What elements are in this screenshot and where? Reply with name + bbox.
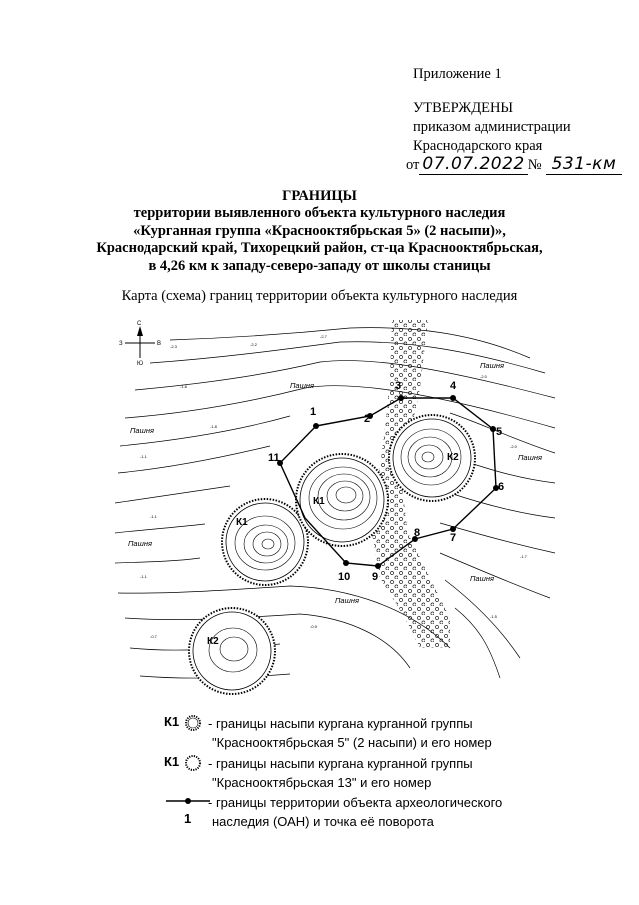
svg-text:-1.1: -1.1 [140,574,147,579]
title-line-5: в 4,26 км к западу-северо-западу от школы станицы [148,258,491,274]
svg-text:-0.9: -0.9 [310,624,317,629]
point-label-11: 11 [268,452,280,464]
field-label: Пашня [470,574,494,583]
mound-label-k2-main: К2 [447,452,459,463]
mound-k1-main [296,454,388,546]
mound-boundary-icon [184,714,202,732]
field-label: Пашня [128,539,152,548]
point-label-9: 9 [372,571,379,583]
point-label-10: 10 [338,571,351,583]
point-label-7: 7 [450,532,457,544]
site-map [110,318,560,703]
svg-text:-1.1: -1.1 [140,454,147,459]
mound-label-k1-main: К1 [313,496,325,507]
point-label-6: 6 [498,481,505,493]
legend-item3-line2: наследия (ОАН) и точка её поворота [212,814,434,829]
title-line-3: «Курганная группа «Краснооктябрьская 5» (2 насыпи)», [133,223,506,239]
mound-label-k1-left: К1 [236,517,248,528]
legend-item1-mark: К1 [164,714,180,729]
legend-item2-line2: "Краснооктябрьская 13" и его номер [212,775,432,790]
svg-text:-1.1: -1.1 [150,514,157,519]
svg-text:-1.8: -1.8 [210,424,217,429]
legend-item2-mark: К1 [164,754,180,769]
point-label-4: 4 [450,380,457,392]
date-prefix: от [406,157,420,173]
boundary-line-icon [166,795,210,807]
mound-label-k2-other: К2 [207,636,219,647]
svg-text:-2.2: -2.2 [250,342,257,347]
legend-item2-line1: - границы насыпи кургана курганной группы [208,756,473,771]
compass-rose [119,321,161,367]
svg-text:-0.7: -0.7 [150,634,157,639]
svg-text:-1.7: -1.7 [520,554,527,559]
point-label-8: 8 [414,527,421,539]
number-prefix: № [527,157,542,173]
svg-text:-2.0: -2.0 [480,374,487,379]
legend-item3-line1: - границы территории объекта археологического [208,795,503,810]
point-label-3: 3 [395,380,402,392]
field-label: Пашня [518,453,542,462]
mound-k2-other [189,608,275,694]
mound-k1-left [222,499,308,585]
approved-label: УТВЕРЖДЕНЫ [413,100,514,116]
point-label-5: 5 [496,426,503,438]
compass-east: В [157,341,162,347]
point-label-2: 2 [364,413,371,425]
legend-item1-line1: - границы насыпи кургана курганной группы [208,716,473,731]
order-line-2: Краснодарского края [413,138,543,154]
date-line [406,154,622,175]
svg-text:-1.5: -1.5 [490,614,497,619]
title-line-4: Краснодарский край, Тихорецкий район, ст-ца Краснооктябрьская, [96,240,543,256]
title-line-2: территории выявленного объекта культурного наследия [133,205,506,221]
compass-west: З [119,341,123,347]
field-label: Пашня [335,596,359,605]
svg-text:-2.7: -2.7 [320,334,327,339]
date-handwritten: 07.07.2022 [419,154,527,175]
point-label-1: 1 [310,406,317,418]
svg-text:-1.8: -1.8 [180,384,187,389]
field-label: Пашня [480,361,504,370]
legend-item1-line2: "Краснооктябрьская 5" (2 насыпи) и его номер [212,735,492,750]
legend [160,713,620,828]
number-handwritten: 531-км [546,154,623,175]
compass-south: Ю [137,361,144,367]
appendix-label: Приложение 1 [413,66,502,82]
order-line-1: приказом администрации [413,119,571,135]
field-label: Пашня [130,426,154,435]
svg-text:-2.0: -2.0 [510,444,517,449]
field-label: Пашня [290,381,314,390]
mound-k2-main [389,415,475,501]
legend-item3-mark: 1 [184,811,192,826]
mound-boundary-alt-icon [184,754,202,772]
compass-north: С [137,321,142,327]
svg-text:-2.3: -2.3 [170,344,177,349]
map-caption: Карта (схема) границ территории объекта культурного наследия [121,288,518,304]
title-line-1: ГРАНИЦЫ [282,188,357,204]
